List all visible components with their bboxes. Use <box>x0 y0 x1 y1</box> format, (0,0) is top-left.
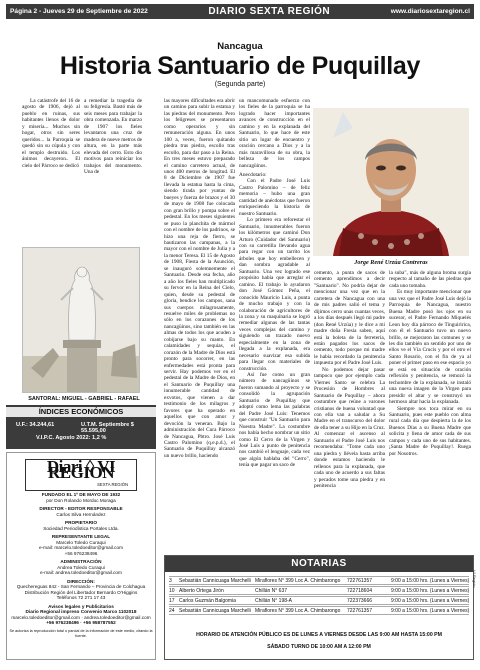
uf-value: U.F.: 34.244,61 <box>16 422 55 428</box>
notaria-address: Chillán N° 637 <box>255 588 288 594</box>
director-label: DIRECTOR - EDITOR RESPONSABLE <box>39 506 123 511</box>
article-column-5 <box>314 270 385 549</box>
paragraph: cemento, a punta de sacos de cemento aprendimos a decir "Santuario". No podría dejar de mencionar una vez que en la carretera de Nancagua con una de mis padres salió el tema y dijimos cerro unas cuantas veces, a los días después llegó mi padre (don René Urzúa) y le dice a mi madre doña Fresia saben, aquí está la boleta de la ferretería, están pagados los sacos de cemento, todo porque mi madre le había recordado la penitencia impuesta por el Padre José Luis. <box>314 270 385 367</box>
notaria-num: 17 <box>169 598 175 604</box>
ads-label: Avisos legales y Publicitarios <box>48 603 114 609</box>
address-label: DIRECCIÓN: <box>67 578 95 584</box>
address-2: Distribución Región del Libertador Bernardo O'Higgins <box>24 589 138 595</box>
article-subtitle: (Segunda parte) <box>214 81 266 88</box>
paragraph: Lo primero era reforestar el Santuario, innumerables fueron los kilómetros que caminó Don Arturo (Cuidador del Santuario) con su carretilla llevando agua para regar con un tarrito los árboles que hoy embellecen y dan sombra agradable al Santuario. Una vez logrado ese propósito había que arreglar el camino. El trabajo lo ayudaron don José Gómez Peña, el conocido Mauricio Luis, a punta de mucho trabajo y con la colaboración de agricultores de la zona y su maquinaria se logró remediar algunas de las tantas veces complejas del camino y siguiendo un trazado nuevo especialmente en la zona de llegada a la explanada, era necesario suavizar esa subida para llegar con materiales de construcción. <box>239 217 310 372</box>
contact-phones: +56 976238496 · +56 958787552 <box>46 620 116 625</box>
article-column-4 <box>239 98 310 549</box>
notaria-row <box>169 586 469 595</box>
ipc-value: V.I.P.C. Agosto 2022: 1,2 % <box>36 435 107 441</box>
newspaper-logo <box>25 459 137 491</box>
santuario-photo <box>22 247 140 393</box>
article-column-2 <box>84 98 142 246</box>
article-column-6 <box>389 270 471 549</box>
paragraph: la suba", más de alguna broma surgía respecto al tamaño de las piedras que cada uno tomaba. <box>389 270 471 289</box>
notaria-hours: 9:00 a 15:00 hrs. (Lunes a Viernes) <box>391 588 470 594</box>
owner-label: PROPIETARIO <box>65 520 97 525</box>
notarias-saturday-note: SÁBADO TURNO DE 10:00 AM A 12:00 PM <box>267 644 371 650</box>
paragraph: las mayores dificultades era abrir un camino para subir la estatua y las piedras del monumento. Pero los feligreses se presentaron como operarios y sin remuneración alguna. En unos 100 a, veces, fueron quitando piedra tras piedra, escollo tras escollo, para dar paso a la Reina. En tres meses estuvo preparado el camino carretero actual, de unos 400 metros de longitud. El 8 de Diciembre de 1907 fue llevada la estatua hasta la cima, siendo tirada por yuntas de bueyes y fuerza de brazos y el 30 de mayo de 1908 fue colocada con gran brillo y pompa sobre el pedestal. En los meses siguientes se puso la planchita de mármol con el nombre de los padrinos, se hizo una reja de fierro, se bautizaron las campanas, a la mayor con el nombre de Julia y a la menor Teresa. El 15 de Agosto de 1908, Fiesta de la Asunción, se inauguró solemnemente el Santuario. Desde esa fecha, año a año los fieles han multiplicado su fervor en la Reina del Cielo, quien, desde su pedestal de gloria, bendice los campos, sana sus cuerpos milagrosamente, resuelve miles de problemas no sólo en los corazones de los nancagüinos, sino también en las almas de todos los que acuden a cobijarse bajo su manto. En calamidades y sequías, el corazón de la Madre de Dios está pronto para socorrer, en las enfermedades está pronta para servir. Hay podemos ver en el pedestal de la Madre de Dios, en el Santuario de Puquillay una innumerable cantidad de exvotos, que vienen a dar testimonio de los milagros y favores que ha operado en aquellos que con amor y devoción la veneran. Bajo la administración del Cura Párroco de Nancagua, Pbtro. José Luis Castro Palomino (q.e.p.d.), el Santuario de Puquillay alcanzó un nuevo brillo, haciendo <box>164 98 235 459</box>
paragraph: a remediar la tragedia de su feligresía. Bastó más de seis meses para trabajar la obra comenzada. En marzo de 1907 los fieles levantaron una cruz de madera de nueve metros de altura, en la parte más elevada del cerro. Esto dio motivos para reiniciar los trabajos del monumento. Una de <box>84 98 142 175</box>
notaria-name: Sebastián Cannicuaga Marchelli <box>179 608 251 614</box>
notaria-phone: 722761357 <box>347 608 373 614</box>
notaria-address: Chillán N° 198-A <box>255 598 293 604</box>
notaria-num: 3 <box>169 578 172 584</box>
contact-emails[interactable]: marcelo.toledoeditor@gmail.com · andrea.toledoeditor@gmail.com <box>11 614 151 620</box>
notaria-phone: 722761357 <box>347 578 373 584</box>
notaria-row <box>169 606 469 615</box>
article-column-3 <box>164 98 235 549</box>
admin-email[interactable]: e-mail: andrea.toledoeditor@gmail.com <box>40 570 122 575</box>
logo-text: Diari ◊ VI REGION <box>46 457 116 482</box>
director-name: Carlos Silva Hernández <box>56 511 106 517</box>
address: Quechereguas 842 - San Fernando – Provincia de Colchagua <box>16 584 146 589</box>
paragraph: No podemos dejar pasar tampoco que por ejemplo cada Viernes Santo se celebra La Procesión de Hombres al Santuario de Puquillay – ahora costumbre que reúne a varones cristianos de buena voluntad que con ella van a saludar a Su Madre en el transcurso del dolor de ella tener a su Hijo en la Cruz. Al comenzar el ascenso al Santuario el Padre José Luis nos recomendaba: "Tome cada uno una piedra y llévela hasta arriba donde estamos haciendo le rellenos para la explanada, que cada uno de acuerdo a sus faltas y pecados tome una piedra y en penitencia <box>314 366 385 489</box>
paragraph: Anecdotario: <box>239 171 267 178</box>
notarias-box <box>164 555 474 660</box>
notaria-num: 10 <box>169 588 175 594</box>
legal-rep-phone: +56 976238496 <box>64 550 98 556</box>
paragraph: Con el Padre José Luis Castro Palomino – de feliz memoria – hubo una gran cantidad de anécdotas que fueron enriqueciendo la historia de nuestro Santuario. <box>239 178 310 217</box>
utm-value: U.T.M. Septiembre $ 55.595,00 <box>81 422 134 434</box>
notaria-phone: 722373666 <box>347 598 373 604</box>
paragraph: Es muy importante mencionar que una vez que el Padre José Luis dejó la Parroquia de Nancagua, nuestro Buena Madre posó los ojos en su sucesor, el Padre Fernando Miquelés Leon hoy día párroco de Tinguiririca, con él el Santuario tuvo un nuevo brillo, se mejoraron las comunes y se les dio también un sentido por uno de ellos ve el Vía Crucis y por el otro el Santo Rosario, con el fin de ya al poner el primer paso en ese espacio yo se está en situación de oración reflexión y penitencia, se remozó la techumbre de la explanada, se instaló una nueva imagen de la Virgen para presidir el altar y se construyó un hermoso altar hacia la explanada. <box>389 289 471 406</box>
notaria-row <box>169 596 469 605</box>
economic-indices-box <box>6 405 156 449</box>
phone: Teléfonos 72 271 17 43 <box>56 595 106 600</box>
notaria-phone: 722718604 <box>347 588 373 594</box>
paragraph: Siempre nos toca mirar en su Santuario, pues este pueblo con alma rural cada día que despierta la de los Buenos Días a su Buena Madre que solicita y llena de amor cada de sus campos y cada uno de sus habitantes. ¡Santa Madre de Puquillay!. Ruega por Nosotros. <box>389 405 471 457</box>
article-kicker: Nancagua <box>217 41 263 52</box>
founded-line: FUNDADO EL 1º DE MAYO DE 1932 <box>41 492 121 497</box>
author-portrait-image <box>313 108 469 256</box>
legal-rep-label: REPRESENTANTE LEGAL <box>51 534 111 539</box>
notaria-name: Carlos Guzmán Balgomia <box>179 598 236 604</box>
notaria-name: Alberto Ortega Jirón <box>179 588 224 594</box>
page-date: Página 2 - Jueves 29 de Septiembre de 2022 <box>10 8 148 15</box>
founder-line: por Don Rolando Mordoc Moraga <box>46 497 116 503</box>
author-photo <box>313 108 469 256</box>
notaria-address: Miraflores N° 399 Loc A. Chimbarongo <box>255 608 341 614</box>
paper-name: DIARIO SEXTA REGIÓN <box>208 6 331 17</box>
legal-rep-email[interactable]: e-mail: marcelo.toledoeditor@gmail.com <box>39 545 123 550</box>
website-link[interactable]: www.diariosextaregion.cl <box>390 8 470 15</box>
page-header <box>6 4 474 19</box>
masthead <box>6 452 156 660</box>
notaria-name: Sebastián Cannicuaga Marchelli <box>179 578 251 584</box>
notarias-hours-note: HORARIO DE ATENCIÓN PÚBLICO ES DE LUNES A VIERNES DESDE LAS 9:00 AM HASTA 15:00 PM <box>196 632 442 638</box>
paragraph: La catástrofe del 16 de agosto de 1906, dejó al pueblo en ruinas, sus habitantes llenos de dolor y miseria... Muchos sin hogar, otros sin seres queridos... la Parroquia se quedó sin su cúpula y con el templo destruido. Los ánimos decayeron.. El cielo del Párroco se dedicó <box>22 98 80 169</box>
side-label: VI Región <box>472 570 477 588</box>
paragraph: Así fue como un gran número de nancagüinos se fueron sumando al proyecto y se consolidó la agrupación Santuario de Puquillay que adoptó como lema las palabras del Padre José Luis: Tenemos que construir "Un Santuario para Nuestra Madre". La costumbre nos había hecho nombrar un sitio como El Cerro de la Virgen y José Luis a punto de penitencia nos cambió el lenguaje, cada vez que algún hablaba del "Cerro", tenía que pagar un saco de <box>239 372 310 469</box>
logo-subtext: SEXTA REGIÓN <box>97 482 128 487</box>
notarias-title: NOTARIAS <box>165 556 473 572</box>
virgin-statue-image <box>23 248 140 393</box>
article-title: Historia Santuario de Puquillay <box>59 52 421 80</box>
notaria-row <box>169 576 469 585</box>
santoral-caption: SANTORAL: MIGUEL - GABRIEL - RAFAEL <box>28 396 140 402</box>
notaria-address: Miraflores N° 399 Loc A. Chimbarongo <box>255 578 341 584</box>
owner-name: Sociedad Periodística Portales Ltda. <box>43 525 119 531</box>
article-column-1 <box>22 98 80 246</box>
notaria-hours: 9:00 a 15:00 hrs. (Lunes a Viernes) <box>391 608 470 614</box>
paragraph: un mancomunado esfuerzo con los fieles de la parroquia se ha logrado hacer importantes avances de construcción en el camino y en la explanada del Santuario, lo que hace de este sitio un lugar de encuentro y oración cercano a Dios y a la más maravillosa de su obra, la belleza de los campos nancagüinos. <box>239 98 310 169</box>
legal-rep-name: Marcelo Toledo Curaqui <box>56 539 106 545</box>
author-caption: Jorge René Urzúa Contreras <box>354 259 428 266</box>
indices-title: ÍNDICES ECONÓMICOS <box>6 407 156 417</box>
notaria-hours: 9:00 a 15:00 hrs. (Lunes a Viernes) <box>391 578 470 584</box>
admin-name: Andrea Toledo Curaqui <box>57 564 105 570</box>
notaria-num: 24 <box>169 608 175 614</box>
admin-label: ADMINISTRACIÓN <box>60 559 102 564</box>
registry: Diario Regional impreso Convenio Marco 1102018 <box>25 609 137 614</box>
notaria-hours: 9:00 a 15:00 hrs. (Lunes a Viernes) <box>391 598 470 604</box>
disclaimer: Se autoriza la reproducción total o parcial de la información de este medio, citando la fuente. <box>9 628 153 638</box>
